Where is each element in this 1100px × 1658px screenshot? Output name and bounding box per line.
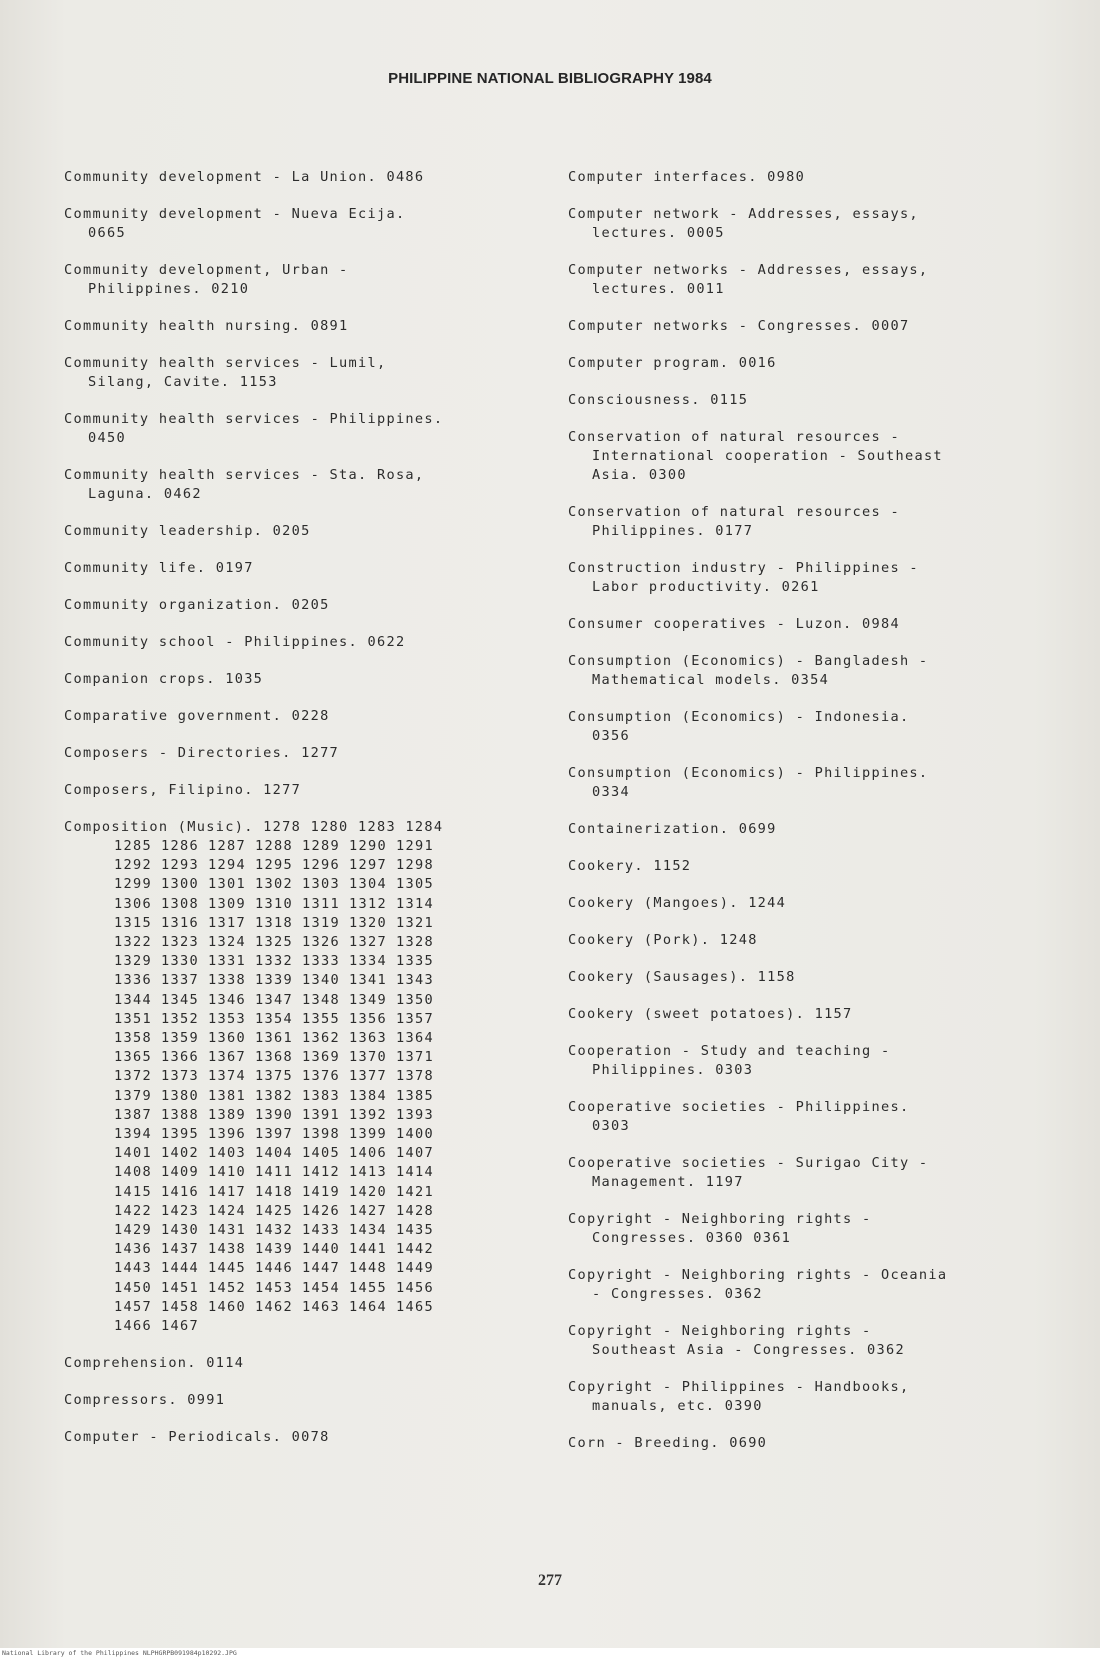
index-entry (568, 615, 1038, 634)
composition-number: 1350 (396, 991, 434, 1008)
entry-heading: Community health services - Sta. Rosa, (64, 467, 425, 483)
entry-heading: Copyright - Philippines - Handbooks, (568, 1379, 910, 1395)
composition-number: 1364 (396, 1030, 434, 1047)
page-title: PHILIPPINE NATIONAL BIBLIOGRAPHY 1984 (388, 70, 712, 87)
entry-heading: Computer networks - Addresses, essays, (568, 262, 929, 278)
composition-number: 1312 (349, 895, 387, 912)
entry-continuation: 0334 (592, 784, 630, 800)
composition-number: 1420 (349, 1183, 387, 1200)
index-entry (568, 1098, 1038, 1136)
entry-continuation: 0303 (592, 1118, 630, 1134)
composition-number: 1382 (255, 1087, 293, 1104)
composition-number: 1375 (255, 1068, 293, 1085)
composition-number: 1452 (208, 1279, 246, 1296)
index-entry (568, 1154, 1038, 1192)
entry-heading: Conservation of natural resources - (568, 429, 900, 445)
composition-number: 1385 (396, 1087, 434, 1104)
composition-number: 1345 (161, 991, 199, 1008)
composition-number: 1429 (114, 1222, 152, 1239)
composition-number: 1431 (208, 1222, 246, 1239)
composition-number: 1403 (208, 1145, 246, 1162)
entry-heading: Community development - La Union. 0486 (64, 169, 425, 185)
index-entry (568, 168, 1038, 187)
entry-heading: Community organization. 0205 (64, 597, 330, 613)
entry-heading: Copyright - Neighboring rights - (568, 1323, 872, 1339)
entry-continuation: 0665 (88, 225, 126, 241)
composition-number: 1302 (255, 876, 293, 893)
index-entry (64, 1354, 534, 1373)
index-entry (568, 354, 1038, 373)
index-entry (64, 707, 534, 726)
composition-number: 1392 (349, 1106, 387, 1123)
composition-number: 1387 (114, 1106, 152, 1123)
index-entry (568, 1434, 1038, 1453)
composition-number: 1381 (208, 1087, 246, 1104)
entry-continuation: 0450 (88, 430, 126, 446)
entry-heading: Cooperation - Study and teaching - (568, 1043, 891, 1059)
composition-number: 1400 (396, 1126, 434, 1143)
index-entry (64, 168, 534, 187)
composition-number: 1454 (302, 1279, 340, 1296)
composition-number: 1346 (208, 991, 246, 1008)
index-entry (568, 1378, 1038, 1416)
composition-number: 1371 (396, 1049, 434, 1066)
entry-continuation: Mathematical models. 0354 (592, 672, 830, 688)
entry-continuation: Philippines. 0177 (592, 523, 754, 539)
entry-heading: Cookery (Pork). 1248 (568, 932, 758, 948)
composition-number: 1356 (349, 1010, 387, 1027)
composition-entry (64, 818, 534, 1336)
index-entry (568, 968, 1038, 987)
composition-number: 1368 (255, 1049, 293, 1066)
composition-number: 1295 (255, 857, 293, 874)
composition-number: 1306 (114, 895, 152, 912)
index-entry (568, 1210, 1038, 1248)
composition-number: 1363 (349, 1030, 387, 1047)
composition-number: 1438 (208, 1241, 246, 1258)
composition-number: 1308 (161, 895, 199, 912)
composition-number: 1402 (161, 1145, 199, 1162)
entry-heading: Cooperative societies - Philippines. (568, 1099, 910, 1115)
entry-heading: Community health services - Lumil, (64, 355, 387, 371)
entry-heading: Cookery (Mangoes). 1244 (568, 895, 787, 911)
index-entry (64, 559, 534, 578)
composition-number: 1393 (396, 1106, 434, 1123)
entry-heading: Comparative government. 0228 (64, 708, 330, 724)
composition-number: 1410 (208, 1164, 246, 1181)
entry-continuation: lectures. 0005 (592, 225, 725, 241)
left-tail-list (64, 1354, 534, 1447)
entry-continuation: Asia. 0300 (592, 467, 687, 483)
index-entry (568, 820, 1038, 839)
composition-number: 1285 (114, 838, 152, 854)
page-number: 277 (538, 1572, 562, 1589)
composition-number: 1349 (349, 991, 387, 1008)
entry-heading: Companion crops. 1035 (64, 671, 264, 687)
right-entry-list (568, 168, 1038, 1453)
composition-number: 1360 (208, 1030, 246, 1047)
entry-heading: Community health services - Philippines. (64, 411, 444, 427)
composition-number: 1379 (114, 1087, 152, 1104)
composition-number: 1391 (302, 1106, 340, 1123)
composition-number: 1372 (114, 1068, 152, 1085)
composition-number: 1331 (208, 953, 246, 970)
composition-number: 1427 (349, 1202, 387, 1219)
composition-number: 1414 (396, 1164, 434, 1181)
entry-heading: Conservation of natural resources - (568, 504, 900, 520)
index-entry (568, 931, 1038, 950)
index-entry (568, 261, 1038, 299)
composition-number: 1395 (161, 1126, 199, 1143)
entry-heading: Cooperative societies - Surigao City - (568, 1155, 929, 1171)
composition-number: 1424 (208, 1202, 246, 1219)
index-entry (568, 1005, 1038, 1024)
composition-number: 1318 (255, 914, 293, 931)
entry-heading: Community health nursing. 0891 (64, 318, 349, 334)
composition-number: 1406 (349, 1145, 387, 1162)
composition-number: 1365 (114, 1049, 152, 1066)
composition-number: 1330 (161, 953, 199, 970)
composition-number: 1374 (208, 1068, 246, 1085)
composition-number: 1421 (396, 1183, 434, 1200)
composition-number: 1444 (161, 1260, 199, 1277)
composition-number: 1316 (161, 914, 199, 931)
composition-number: 1467 (161, 1318, 199, 1335)
composition-number: 1411 (255, 1164, 293, 1181)
composition-number: 1398 (302, 1126, 340, 1143)
composition-number: 1311 (302, 895, 340, 912)
entry-continuation: manuals, etc. 0390 (592, 1398, 763, 1414)
composition-number: 1425 (255, 1202, 293, 1219)
index-entry (64, 466, 534, 504)
composition-number: 1462 (255, 1298, 293, 1315)
composition-number: 1455 (349, 1279, 387, 1296)
index-entry (568, 1322, 1038, 1360)
composition-number: 1465 (396, 1298, 434, 1315)
composition-number: 1334 (349, 953, 387, 970)
entry-heading: Computer network - Addresses, essays, (568, 206, 919, 222)
index-entry (64, 354, 534, 392)
composition-number: 1449 (396, 1260, 434, 1277)
index-entry (568, 894, 1038, 913)
entry-heading: Consumption (Economics) - Bangladesh - (568, 653, 929, 669)
index-entry (64, 670, 534, 689)
composition-number: 1288 (255, 838, 293, 854)
composition-number: 1422 (114, 1202, 152, 1219)
entry-continuation: Laguna. 0462 (88, 486, 202, 502)
entry-heading: Computer program. 0016 (568, 355, 777, 371)
composition-number: 1457 (114, 1298, 152, 1315)
composition-number: 1299 (114, 876, 152, 893)
composition-number: 1297 (349, 857, 387, 874)
composition-number: 1416 (161, 1183, 199, 1200)
composition-number: 1378 (396, 1068, 434, 1085)
composition-number: 1463 (302, 1298, 340, 1315)
composition-number: 1426 (302, 1202, 340, 1219)
composition-number: 1348 (302, 991, 340, 1008)
composition-number: 1357 (396, 1010, 434, 1027)
entry-heading: Consumer cooperatives - Luzon. 0984 (568, 616, 900, 632)
composition-number: 1325 (255, 934, 293, 951)
scan-footer: National Library of the Philippines NLPHGRPB091984p10292.JPG (0, 1648, 1100, 1658)
entry-heading: Corn - Breeding. 0690 (568, 1435, 768, 1451)
composition-number: 1409 (161, 1164, 199, 1181)
composition-number: 1317 (208, 914, 246, 931)
composition-number: 1305 (396, 876, 434, 893)
composition-number: 1320 (349, 914, 387, 931)
composition-number: 1300 (161, 876, 199, 893)
composition-number: 1337 (161, 972, 199, 989)
composition-number: 1351 (114, 1010, 152, 1027)
entry-heading: Consciousness. 0115 (568, 392, 749, 408)
entry-heading: Community life. 0197 (64, 560, 254, 576)
composition-number: 1290 (349, 838, 387, 854)
composition-number: 1384 (349, 1087, 387, 1104)
index-entry (568, 1042, 1038, 1080)
entry-heading: Consumption (Economics) - Philippines. (568, 765, 929, 781)
composition-number: 1296 (302, 857, 340, 874)
composition-number: 1293 (161, 857, 199, 874)
composition-number: 1341 (349, 972, 387, 989)
composition-number: 1292 (114, 857, 152, 874)
composition-number: 1412 (302, 1164, 340, 1181)
entry-continuation: Management. 1197 (592, 1174, 744, 1190)
composition-number-grid (114, 837, 534, 1336)
composition-number: 1304 (349, 876, 387, 893)
entry-heading: Composers, Filipino. 1277 (64, 782, 302, 798)
index-entry (64, 781, 534, 800)
composition-number: 1450 (114, 1279, 152, 1296)
composition-number: 1298 (396, 857, 434, 874)
composition-number: 1458 (161, 1298, 199, 1315)
composition-number: 1329 (114, 953, 152, 970)
entry-heading: Consumption (Economics) - Indonesia. (568, 709, 910, 725)
composition-number: 1315 (114, 914, 152, 931)
entry-continuation: Southeast Asia - Congresses. 0362 (592, 1342, 905, 1358)
composition-number: 1417 (208, 1183, 246, 1200)
composition-number: 1453 (255, 1279, 293, 1296)
index-entry (568, 391, 1038, 410)
entry-heading: Cookery (Sausages). 1158 (568, 969, 796, 985)
right-column (568, 168, 1038, 1471)
composition-number: 1443 (114, 1260, 152, 1277)
composition-number: 1301 (208, 876, 246, 893)
composition-number: 1335 (396, 953, 434, 970)
composition-number: 1370 (349, 1049, 387, 1066)
composition-number: 1319 (302, 914, 340, 931)
composition-number: 1404 (255, 1145, 293, 1162)
composition-heading: Composition (Music). 1278 1280 1283 1284 (64, 819, 444, 835)
index-entry (64, 1391, 534, 1410)
composition-number: 1440 (302, 1241, 340, 1258)
index-entry (568, 708, 1038, 746)
composition-number: 1435 (396, 1222, 434, 1239)
composition-number: 1380 (161, 1087, 199, 1104)
entry-heading: Comprehension. 0114 (64, 1355, 245, 1372)
composition-number: 1389 (208, 1106, 246, 1123)
composition-number: 1287 (208, 838, 246, 854)
entry-heading: Cookery. 1152 (568, 858, 692, 874)
composition-number: 1373 (161, 1068, 199, 1085)
composition-number: 1289 (302, 838, 340, 854)
composition-number: 1456 (396, 1279, 434, 1296)
composition-number: 1441 (349, 1241, 387, 1258)
composition-number: 1428 (396, 1202, 434, 1219)
index-entry (64, 1428, 534, 1447)
entry-continuation: Philippines. 0303 (592, 1062, 754, 1078)
composition-number: 1436 (114, 1241, 152, 1258)
composition-number: 1322 (114, 934, 152, 951)
composition-number: 1355 (302, 1010, 340, 1027)
composition-number: 1460 (208, 1298, 246, 1315)
composition-number: 1310 (255, 895, 293, 912)
entry-heading: Community development - Nueva Ecija. (64, 206, 406, 222)
composition-number: 1396 (208, 1126, 246, 1143)
composition-number: 1340 (302, 972, 340, 989)
composition-number: 1442 (396, 1241, 434, 1258)
composition-number: 1434 (349, 1222, 387, 1239)
composition-number: 1423 (161, 1202, 199, 1219)
index-entry (568, 1266, 1038, 1304)
left-entry-list (64, 168, 534, 800)
entry-heading: Copyright - Neighboring rights - (568, 1211, 872, 1227)
composition-number: 1326 (302, 934, 340, 951)
entry-continuation: Philippines. 0210 (88, 281, 250, 297)
composition-number: 1362 (302, 1030, 340, 1047)
composition-number: 1358 (114, 1030, 152, 1047)
entry-heading: Community school - Philippines. 0622 (64, 634, 406, 650)
composition-number: 1415 (114, 1183, 152, 1200)
index-entry (64, 205, 534, 243)
entry-continuation: Silang, Cavite. 1153 (88, 374, 278, 390)
entry-heading: Construction industry - Philippines - (568, 560, 919, 576)
index-entry (568, 428, 1038, 485)
entry-heading: Community development, Urban - (64, 262, 349, 278)
composition-number: 1405 (302, 1145, 340, 1162)
index-entry (568, 857, 1038, 876)
entry-continuation: International cooperation - Southeast (592, 448, 943, 464)
composition-number: 1439 (255, 1241, 293, 1258)
entry-continuation: - Congresses. 0362 (592, 1286, 763, 1302)
composition-number: 1466 (114, 1318, 152, 1335)
composition-number: 1294 (208, 857, 246, 874)
composition-number: 1430 (161, 1222, 199, 1239)
composition-number: 1359 (161, 1030, 199, 1047)
composition-number: 1394 (114, 1126, 152, 1143)
composition-number: 1418 (255, 1183, 293, 1200)
index-entry (568, 503, 1038, 541)
composition-number: 1328 (396, 934, 434, 951)
composition-number: 1338 (208, 972, 246, 989)
entry-heading: Computer interfaces. 0980 (568, 169, 806, 185)
composition-number: 1343 (396, 972, 434, 989)
composition-number: 1303 (302, 876, 340, 893)
composition-number: 1347 (255, 991, 293, 1008)
composition-number: 1447 (302, 1260, 340, 1277)
composition-number: 1413 (349, 1164, 387, 1181)
composition-number: 1309 (208, 895, 246, 912)
composition-number: 1433 (302, 1222, 340, 1239)
composition-number: 1376 (302, 1068, 340, 1085)
composition-number: 1366 (161, 1049, 199, 1066)
composition-number: 1408 (114, 1164, 152, 1181)
composition-number: 1390 (255, 1106, 293, 1123)
composition-number: 1451 (161, 1279, 199, 1296)
composition-number: 1377 (349, 1068, 387, 1085)
entry-heading: Composers - Directories. 1277 (64, 745, 340, 761)
composition-number: 1399 (349, 1126, 387, 1143)
index-entry (64, 596, 534, 615)
composition-number: 1324 (208, 934, 246, 951)
composition-number: 1327 (349, 934, 387, 951)
index-entry (568, 205, 1038, 243)
composition-number: 1333 (302, 953, 340, 970)
composition-number: 1352 (161, 1010, 199, 1027)
index-entry (64, 317, 534, 336)
entry-heading: Copyright - Neighboring rights - Oceania (568, 1267, 948, 1283)
composition-number: 1464 (349, 1298, 387, 1315)
composition-number: 1383 (302, 1087, 340, 1104)
composition-number: 1344 (114, 991, 152, 1008)
composition-number: 1432 (255, 1222, 293, 1239)
entry-continuation: Labor productivity. 0261 (592, 579, 820, 595)
composition-number: 1321 (396, 914, 434, 931)
composition-number: 1369 (302, 1049, 340, 1066)
composition-number: 1446 (255, 1260, 293, 1277)
entry-heading: Computer networks - Congresses. 0007 (568, 318, 910, 334)
entry-heading: Compressors. 0991 (64, 1392, 226, 1409)
index-entry (568, 559, 1038, 597)
composition-number: 1339 (255, 972, 293, 989)
composition-number: 1401 (114, 1145, 152, 1162)
index-entry (64, 410, 534, 448)
entry-heading: Community leadership. 0205 (64, 523, 311, 539)
entry-heading: Cookery (sweet potatoes). 1157 (568, 1006, 853, 1022)
composition-number: 1291 (396, 838, 434, 854)
index-entry (568, 764, 1038, 802)
composition-number: 1353 (208, 1010, 246, 1027)
index-entry (64, 522, 534, 541)
entry-heading: Computer - Periodicals. 0078 (64, 1429, 330, 1446)
entry-heading: Containerization. 0699 (568, 821, 777, 837)
composition-number: 1445 (208, 1260, 246, 1277)
composition-number: 1354 (255, 1010, 293, 1027)
index-entry (64, 261, 534, 299)
composition-number: 1314 (396, 895, 434, 912)
composition-number: 1361 (255, 1030, 293, 1047)
left-column (64, 168, 534, 1465)
composition-number: 1407 (396, 1145, 434, 1162)
index-entry (64, 633, 534, 652)
composition-number: 1336 (114, 972, 152, 989)
entry-continuation: Congresses. 0360 0361 (592, 1230, 792, 1246)
index-entry (568, 652, 1038, 690)
composition-number: 1397 (255, 1126, 293, 1143)
composition-number: 1419 (302, 1183, 340, 1200)
index-entry (64, 744, 534, 763)
composition-number: 1388 (161, 1106, 199, 1123)
index-entry (568, 317, 1038, 336)
composition-number: 1448 (349, 1260, 387, 1277)
entry-continuation: lectures. 0011 (592, 281, 725, 297)
composition-number: 1367 (208, 1049, 246, 1066)
composition-number: 1437 (161, 1241, 199, 1258)
composition-number: 1286 (161, 838, 199, 854)
composition-number: 1323 (161, 934, 199, 951)
composition-number: 1332 (255, 953, 293, 970)
entry-continuation: 0356 (592, 728, 630, 744)
